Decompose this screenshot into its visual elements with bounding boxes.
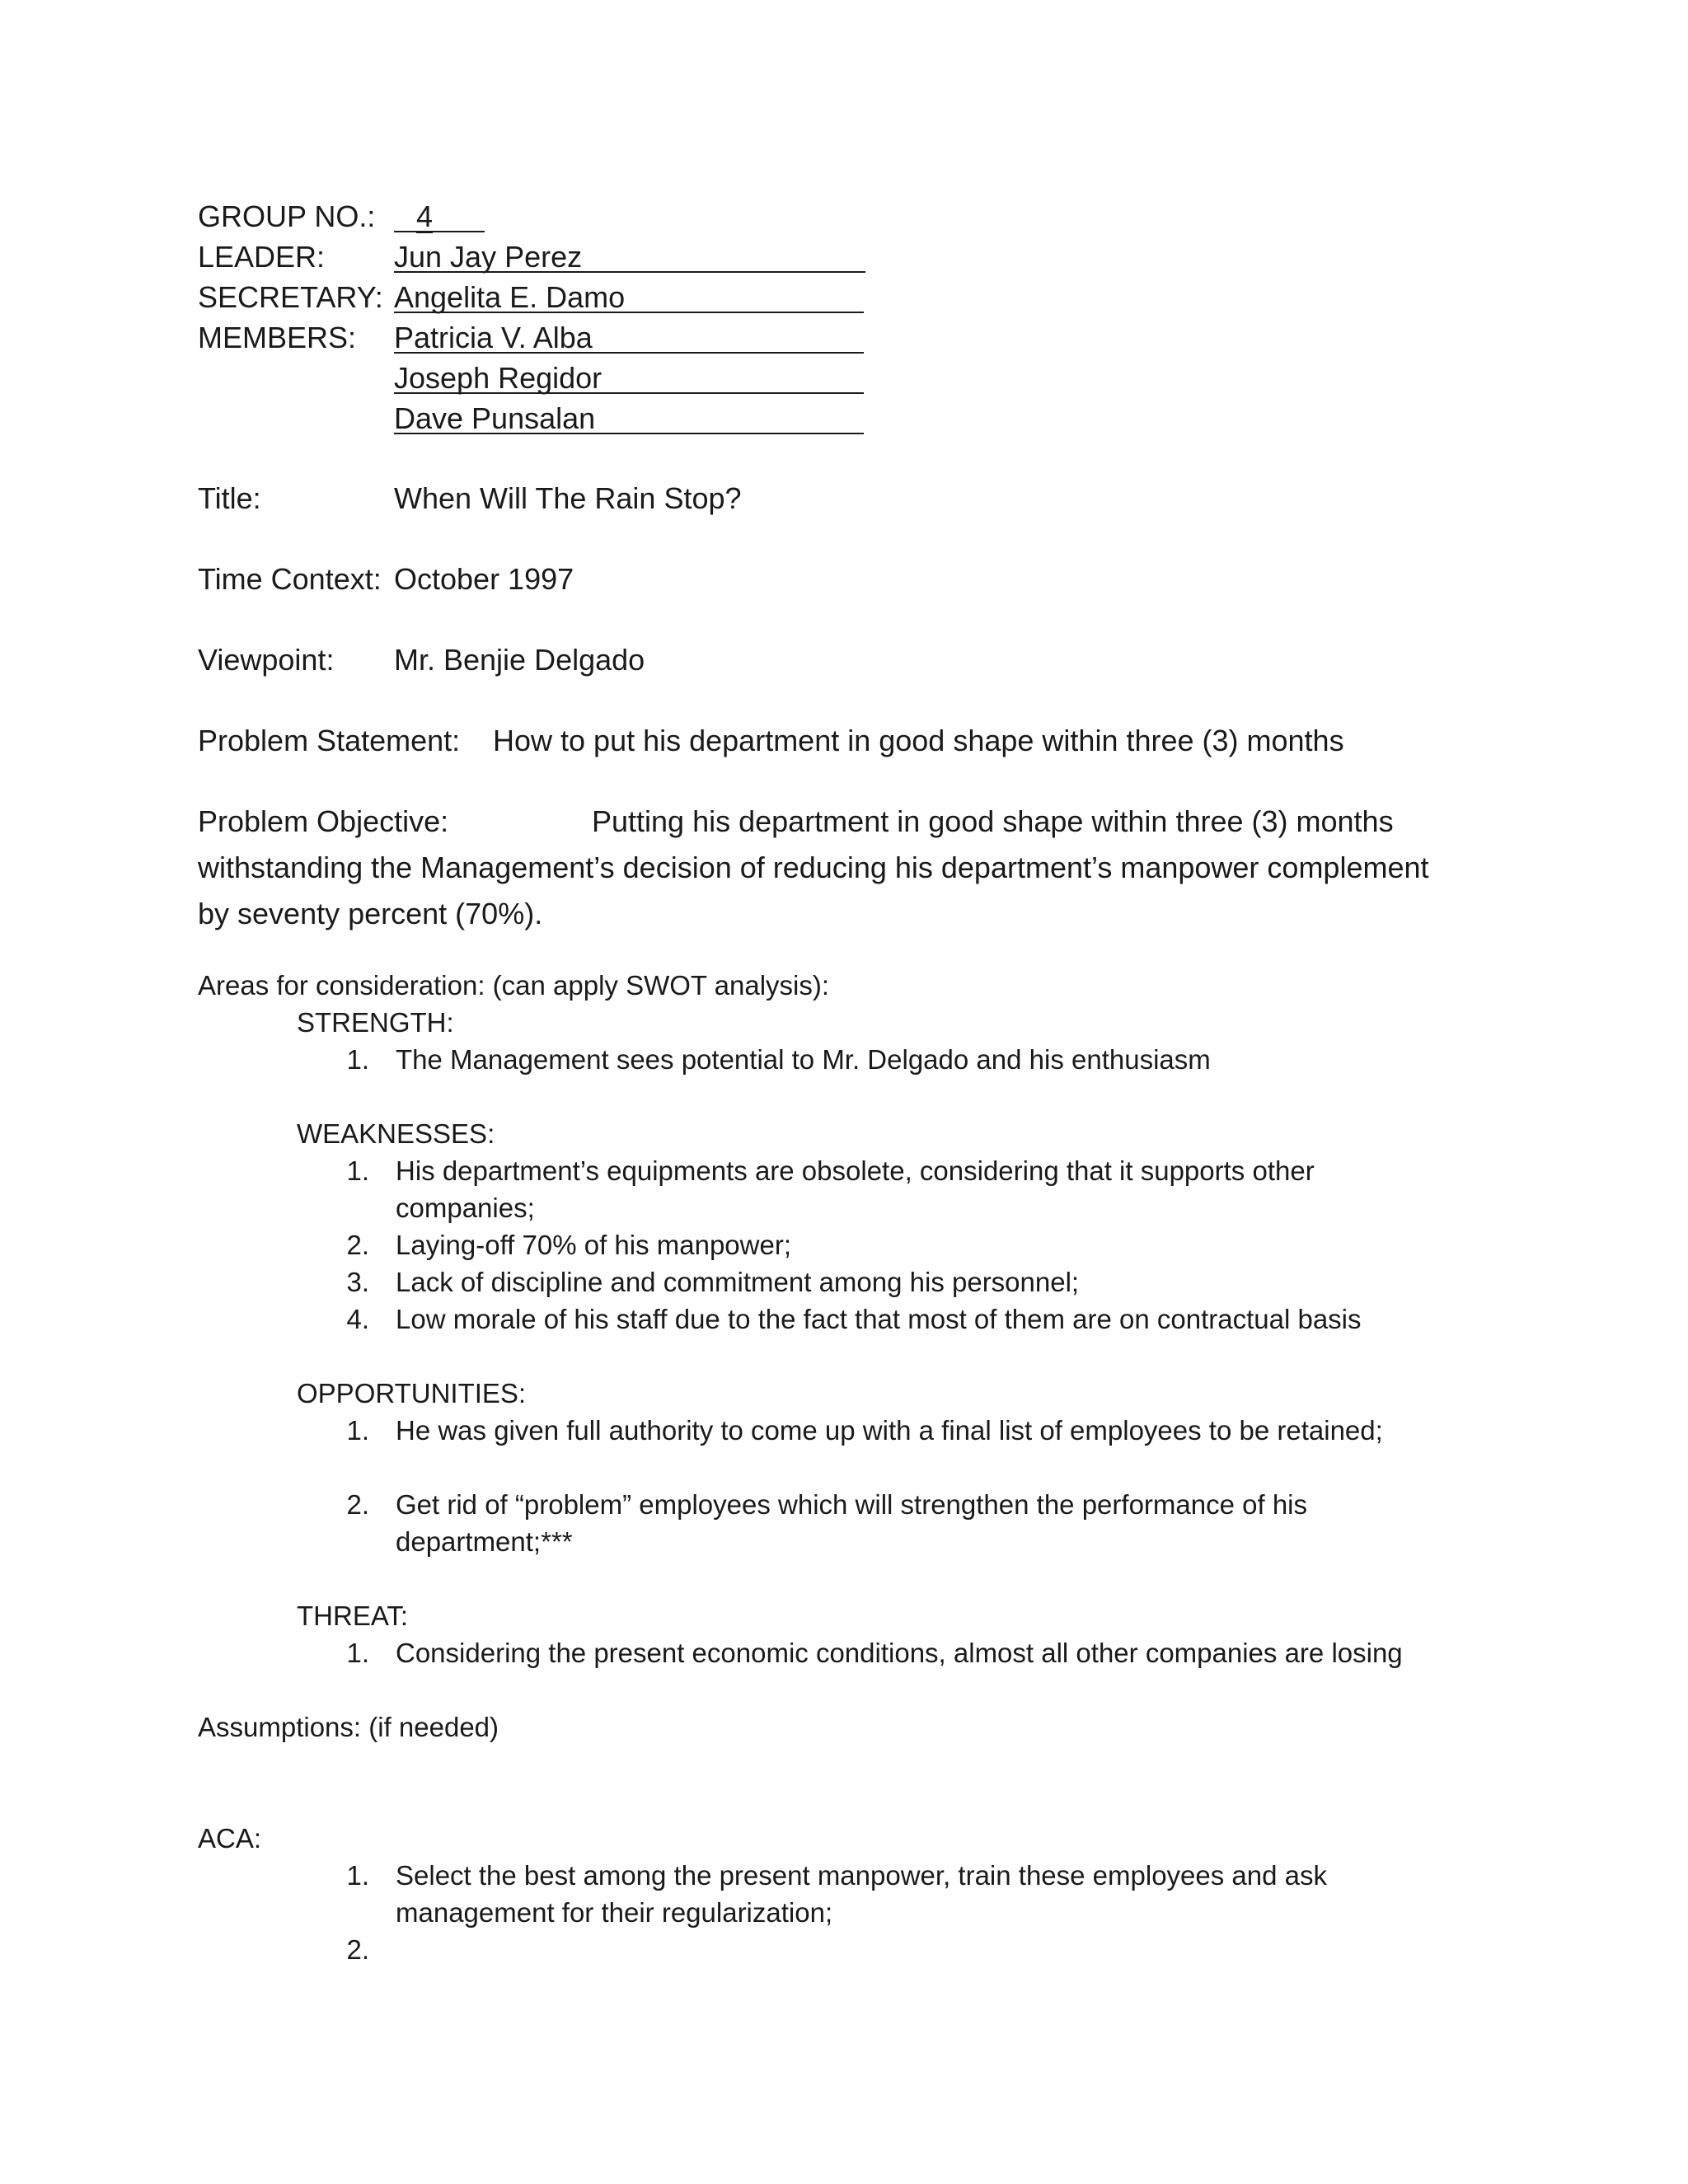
leader-value: Jun Jay Perez [394,240,583,274]
swot-intro: Areas for consideration: (can apply SWOT analysis): [198,970,830,1001]
opportunity-1: He was given full authority to come up with a final list of employees to be retained; [396,1415,1383,1446]
problem-objective-line-1: Putting his department in good shape within three (3) months [592,804,1394,838]
member-3-underline [394,433,864,434]
weaknesses-heading: WEAKNESSES: [297,1118,495,1149]
strength-1-number: 1. [346,1044,369,1075]
weakness-2-number: 2. [346,1230,369,1260]
problem-statement-value: How to put his department in good shape within three (3) months [493,724,1344,757]
aca-1-number: 1. [346,1860,369,1891]
weakness-3: Lack of discipline and commitment among his personnel; [396,1267,1080,1297]
opportunity-2-number: 2. [346,1489,369,1520]
secretary-underline [394,312,864,313]
strength-heading: STRENGTH: [297,1007,454,1038]
problem-objective-line-3: by seventy percent (70%). [198,897,543,930]
strength-1: The Management sees potential to Mr. Delgado and his enthusiasm [396,1044,1211,1075]
aca-1-line-1: Select the best among the present manpower, train these employees and ask [396,1860,1328,1891]
leader-underline [394,271,865,273]
leader-label: LEADER: [198,240,326,274]
opportunity-2-line-2: department;*** [396,1526,573,1557]
member-1: Patricia V. Alba [394,321,593,354]
aca-2-number: 2. [346,1934,369,1965]
opportunity-2-line-1: Get rid of “problem” employees which will strengthen the performance of his [396,1489,1307,1520]
threat-1: Considering the present economic conditions, almost all other companies are losing [396,1638,1403,1668]
weakness-3-number: 3. [346,1267,369,1297]
members-label: MEMBERS: [198,321,357,354]
threat-1-number: 1. [346,1638,369,1668]
opportunity-1-number: 1. [346,1415,369,1446]
assumptions-label: Assumptions: (if needed) [198,1712,499,1742]
secretary-label: SECRETARY: [198,280,383,314]
member-3: Dave Punsalan [394,401,596,435]
opportunities-heading: OPPORTUNITIES: [297,1378,527,1408]
problem-objective-label: Problem Objective: [198,804,449,838]
aca-label: ACA: [198,1823,262,1854]
member-2: Joseph Regidor [394,361,603,395]
weakness-1-line-1: His department’s equipments are obsolete, considering that it supports other [396,1155,1315,1186]
member-2-underline [394,392,864,394]
time-context-value: October 1997 [394,562,574,596]
group-no-value: 4 [416,199,434,233]
problem-statement-label: Problem Statement: [198,724,461,757]
aca-1-line-2: management for their regularization; [396,1897,833,1928]
threat-heading: THREAT: [297,1601,409,1631]
weakness-1-line-2: companies; [396,1193,535,1223]
title-label: Title: [198,481,261,515]
viewpoint-value: Mr. Benjie Delgado [394,643,645,677]
viewpoint-label: Viewpoint: [198,643,335,677]
problem-objective-line-2: withstanding the Management’s decision of reducing his department’s manpower complement [198,851,1429,884]
title-value: When Will The Rain Stop? [394,481,742,515]
weakness-2: Laying-off 70% of his manpower; [396,1230,791,1260]
group-no-label: GROUP NO.: [198,199,376,233]
group-no-underline [394,231,485,232]
secretary-value: Angelita E. Damo [394,280,626,314]
member-1-underline [394,352,864,354]
weakness-1-number: 1. [346,1155,369,1186]
time-context-label: Time Context: [198,562,382,596]
weakness-4: Low morale of his staff due to the fact that most of them are on contractual basis [396,1304,1362,1334]
weakness-4-number: 4. [346,1304,369,1334]
